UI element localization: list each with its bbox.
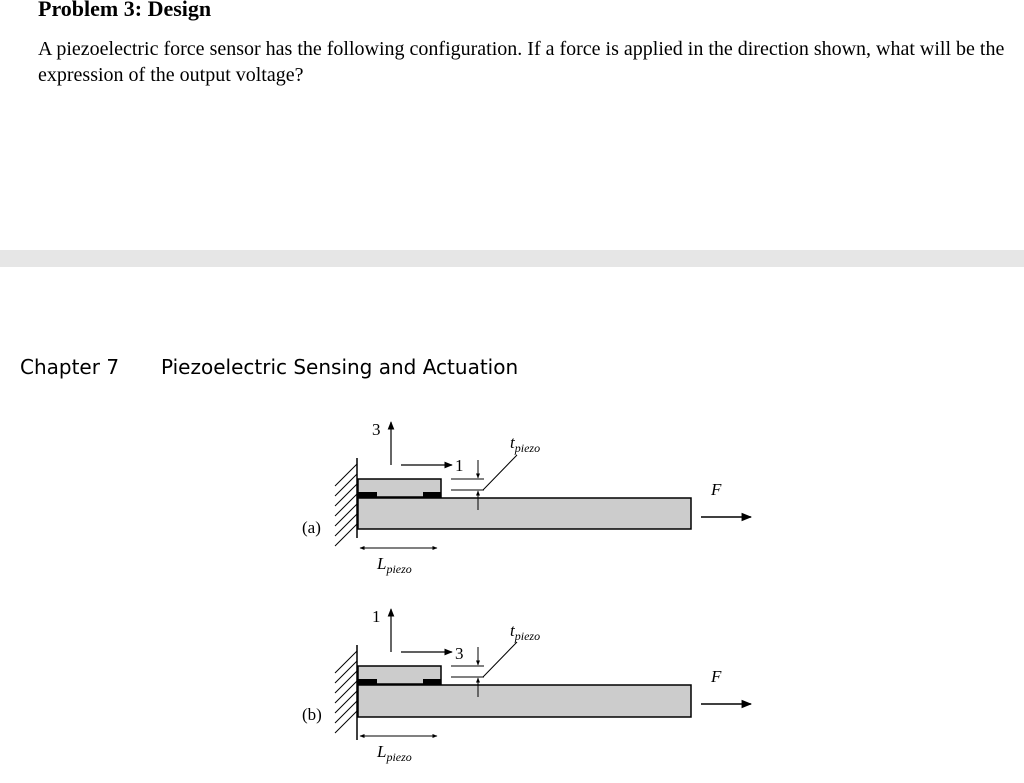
electrode-right <box>423 679 441 685</box>
problem-statement: A piezoelectric force sensor has the following configuration. If a force is applied in the direction shown, what will be the expression of the output voltage? <box>38 38 1005 86</box>
cantilever-beam <box>358 685 691 717</box>
thickness-leader <box>483 455 517 490</box>
length-label: $L_{piezo}$ <box>377 742 412 764</box>
electrode-left <box>358 679 377 685</box>
thickness-label: $t_{piezo}$ <box>510 621 541 643</box>
axis-vertical-label: 1 <box>372 607 381 626</box>
axis-horizontal-label: 1 <box>455 456 464 475</box>
thickness-leader <box>483 642 517 677</box>
wall-hatch <box>335 651 357 733</box>
electrode-left <box>358 492 377 498</box>
electrode-right <box>423 492 441 498</box>
panel-b <box>302 607 751 764</box>
wall-hatch <box>335 464 357 546</box>
problem-title: Problem 3: Design <box>38 0 212 21</box>
thickness-label: $t_{piezo}$ <box>510 433 541 455</box>
axis-vertical-label: 3 <box>372 420 381 439</box>
cantilever-beam <box>358 498 691 529</box>
force-label: F <box>711 480 722 499</box>
chapter-title: Piezoelectric Sensing and Actuation <box>161 355 519 379</box>
force-label: F <box>711 667 722 686</box>
chapter-number: Chapter 7 <box>20 355 120 379</box>
panel-label: (b) <box>302 705 322 724</box>
axis-horizontal-label: 3 <box>455 644 464 663</box>
length-label: $L_{piezo}$ <box>377 554 412 576</box>
panel-label: (a) <box>302 518 321 537</box>
panel-a <box>302 420 751 576</box>
